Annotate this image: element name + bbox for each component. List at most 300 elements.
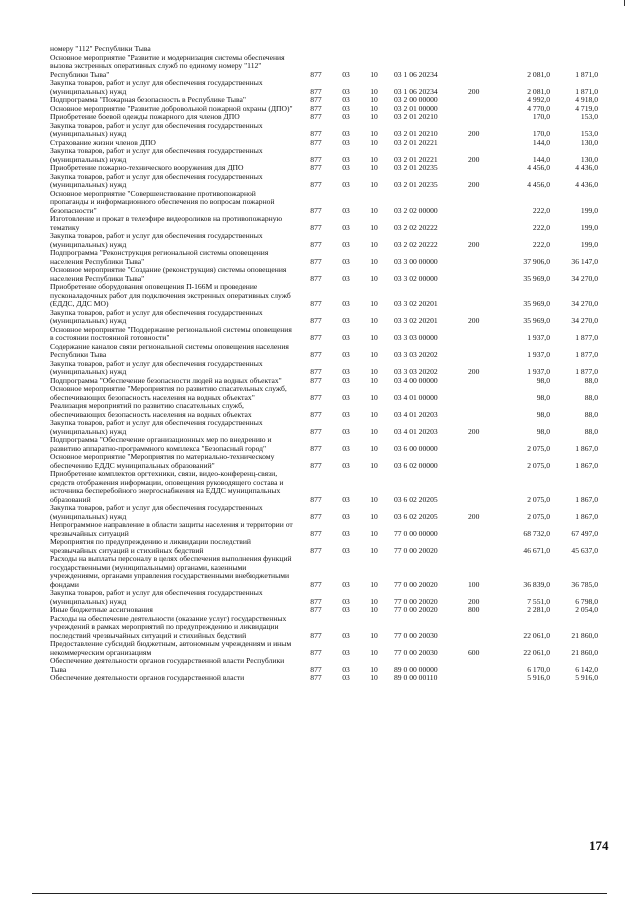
- row-amount-year2: 45 637,0: [571, 545, 598, 555]
- row-expense-type: 200: [468, 511, 480, 521]
- row-name: Закупка товаров, работ и услуг для обеспечения государственных (муниципальных) нужд: [50, 358, 263, 376]
- row-name: Закупка товаров, работ и услуг для обеспечения государственных (муниципальных) нужд: [50, 78, 263, 96]
- row-amount-year2: 88,0: [584, 375, 598, 385]
- row-amount-year2: 67 497,0: [571, 528, 598, 538]
- row-podrazdel: 10: [370, 273, 378, 283]
- row-razdel: 03: [342, 426, 350, 436]
- row-grbs: 877: [310, 545, 322, 555]
- row-amount-year2: 21 860,0: [571, 630, 598, 640]
- row-name: Содержание каналов связи региональной системы оповещения населения Республики Тыва: [50, 341, 289, 359]
- row-amount-year2: 1 877,0: [575, 333, 598, 342]
- row-expense-type: 100: [468, 579, 480, 589]
- row-expense-type: 200: [468, 426, 480, 436]
- row-grbs: 877: [310, 273, 322, 283]
- row-grbs: 877: [310, 95, 322, 104]
- row-amount-year1: 1 937,0: [527, 333, 550, 342]
- row-podrazdel: 10: [370, 103, 378, 113]
- row-target-code: 03 3 03 00000: [394, 333, 438, 342]
- row-podrazdel: 10: [370, 579, 378, 589]
- row-razdel: 03: [342, 528, 350, 538]
- row-grbs: [300, 45, 332, 54]
- row-amount-year1: 170,0: [532, 112, 550, 121]
- row-podrazdel: 10: [370, 129, 378, 138]
- row-amount-year1: 98,0: [536, 375, 550, 385]
- row-amount-year2: 1 867,0: [575, 494, 598, 504]
- row-amount-year2: 21 860,0: [571, 647, 598, 657]
- row-podrazdel: 10: [370, 222, 378, 232]
- row-amount-year1: 222,0: [532, 239, 550, 249]
- row-razdel: 03: [342, 494, 350, 504]
- row-amount-year2: 199,0: [580, 222, 598, 232]
- row-grbs: 877: [310, 460, 322, 470]
- row-grbs: 877: [310, 511, 322, 521]
- row-expense-type: 800: [468, 605, 480, 614]
- row-amount-year2: 1 877,0: [575, 367, 598, 376]
- row-amount-year1: 98,0: [536, 392, 550, 402]
- row-amount-year2: 4 918,0: [575, 95, 598, 104]
- row-grbs: 877: [310, 180, 322, 189]
- row-razdel: 03: [342, 367, 350, 376]
- row-razdel: 03: [342, 205, 350, 215]
- row-grbs: 877: [310, 112, 322, 121]
- row-razdel: 03: [342, 180, 350, 189]
- corner-mark: [624, 0, 625, 6]
- row-razdel: 03: [342, 409, 350, 419]
- row-amount-year1: 68 732,0: [523, 528, 550, 538]
- row-expense-type: [468, 538, 492, 555]
- row-razdel: 03: [342, 163, 350, 172]
- row-target-code: 03 3 02 00000: [394, 273, 438, 283]
- row-grbs: 877: [310, 154, 322, 164]
- row-amount-year1: 35 969,0: [523, 299, 550, 308]
- row-name: Приобретение пожарно-технического вооружения для ДПО: [50, 163, 244, 172]
- row-expense-type: [468, 164, 492, 173]
- row-target-code: 03 4 00 00000: [394, 375, 438, 385]
- table-row: [50, 215, 598, 232]
- row-grbs: 877: [310, 673, 322, 682]
- row-amount-year1: 2 075,0: [527, 460, 550, 470]
- row-amount-year1: 98,0: [536, 409, 550, 419]
- row-amount-year1: 2 075,0: [527, 494, 550, 504]
- row-amount-year2: 199,0: [580, 205, 598, 215]
- row-expense-type: 200: [468, 154, 480, 164]
- table-row: [50, 385, 598, 402]
- row-grbs: 877: [310, 299, 322, 308]
- row-amount-year1: 2 075,0: [527, 443, 550, 453]
- table-row: [50, 79, 598, 96]
- row-amount-year1: 222,0: [532, 222, 550, 232]
- row-amount-year1: 22 061,0: [523, 630, 550, 640]
- row-razdel: 03: [342, 605, 350, 614]
- row-target-code: 77 0 00 20020: [394, 605, 438, 614]
- row-podrazdel: 10: [370, 95, 378, 104]
- row-grbs: 877: [310, 256, 322, 266]
- row-name: Предоставление субсидий бюджетным, автономным учреждениям и иным некоммерческим организациям: [50, 639, 292, 657]
- row-grbs: 877: [310, 103, 322, 113]
- row-grbs: 877: [310, 375, 322, 385]
- row-target-code: 03 3 03 20202: [394, 367, 438, 376]
- row-amount-year2: 153,0: [580, 112, 598, 121]
- row-razdel: 03: [342, 545, 350, 555]
- row-expense-type: [468, 453, 492, 470]
- row-amount-year2: 1 867,0: [575, 511, 598, 521]
- row-amount-year2: 4 719,0: [575, 103, 598, 113]
- row-razdel: 03: [342, 630, 350, 640]
- row-grbs: 877: [310, 222, 322, 232]
- row-amount-year1: 4 456,0: [527, 180, 550, 189]
- row-razdel: 03: [342, 273, 350, 283]
- row-name: Расходы на обеспечение деятельности (оказание услуг) государственных учреждений в рамках мероприятий по предупреждению и ликвидации последствий чрезвычайных ситуаций и стихийных бедствий: [50, 613, 287, 640]
- row-target-code: 03 4 01 20203: [394, 409, 438, 419]
- row-razdel: 03: [342, 299, 350, 308]
- row-amount-year2: 6 798,0: [575, 596, 598, 606]
- row-grbs: 877: [310, 426, 322, 436]
- row-podrazdel: 10: [370, 443, 378, 453]
- row-podrazdel: 10: [370, 605, 378, 614]
- row-grbs: 877: [310, 409, 322, 419]
- row-grbs: 877: [310, 69, 322, 79]
- row-name: Закупка товаров, работ и услуг для обеспечения государственных (муниципальных) нужд: [50, 146, 263, 164]
- row-name: Непрограммное направление в области защиты населения и территории от чрезвычайных ситуаций: [50, 520, 293, 538]
- row-expense-type: [468, 343, 492, 360]
- table-row: [50, 122, 598, 139]
- row-target-code: 03 2 01 20221: [394, 154, 438, 164]
- row-target-code: 03 1 06 20234: [394, 86, 438, 96]
- row-name: Подпрограмма "Обеспечение организационных мер по внедрению и развитию аппаратно-программного комплекса "Безопасный город": [50, 435, 272, 453]
- row-target-code: 03 6 02 20205: [394, 494, 438, 504]
- row-target-code: 03 6 00 00000: [394, 443, 438, 453]
- row-amount-year1: 2 081,0: [527, 69, 550, 79]
- row-razdel: 03: [342, 129, 350, 138]
- row-podrazdel: 10: [370, 69, 378, 79]
- table-row: [50, 266, 598, 283]
- row-amount-year1: 36 839,0: [523, 579, 550, 589]
- page-number: 174: [589, 838, 609, 853]
- row-amount-year2: 1 867,0: [575, 443, 598, 453]
- row-expense-type: [468, 215, 492, 232]
- table-row: [50, 555, 598, 589]
- row-target-code: 03 4 01 20203: [394, 426, 438, 436]
- row-target-code: 03 3 03 20202: [394, 350, 438, 359]
- row-expense-type: [468, 105, 492, 114]
- row-target-code: 03 2 02 20222: [394, 239, 438, 249]
- row-expense-type: [468, 266, 492, 283]
- row-amount-year2: 153,0: [580, 129, 598, 138]
- table-row: [50, 326, 598, 343]
- row-target-code: 03 2 01 00000: [394, 103, 438, 113]
- row-razdel: 03: [342, 596, 350, 606]
- table-row: [50, 589, 598, 606]
- row-target-code: 03 3 02 20201: [394, 299, 438, 308]
- table-row: [50, 640, 598, 657]
- row-amount-year1: 1 937,0: [527, 350, 550, 359]
- row-amount-year1: 98,0: [536, 426, 550, 436]
- row-expense-type: [468, 54, 492, 80]
- row-razdel: 03: [342, 673, 350, 682]
- row-razdel: 03: [342, 103, 350, 113]
- row-name: Иные бюджетные ассигнования: [50, 605, 153, 614]
- row-amount-year2: [550, 45, 598, 54]
- row-amount-year2: 88,0: [584, 426, 598, 436]
- row-grbs: 877: [310, 647, 322, 657]
- table-row: [50, 615, 598, 641]
- row-grbs: 877: [310, 605, 322, 614]
- row-podrazdel: 10: [370, 426, 378, 436]
- row-amount-year1: 35 969,0: [523, 316, 550, 325]
- row-expense-type: [468, 615, 492, 641]
- row-podrazdel: 10: [370, 239, 378, 249]
- row-grbs: 877: [310, 129, 322, 138]
- row-expense-type: 200: [468, 86, 480, 96]
- row-razdel: 03: [342, 460, 350, 470]
- row-amount-year2: 88,0: [584, 392, 598, 402]
- row-podrazdel: 10: [370, 367, 378, 376]
- row-razdel: 03: [342, 154, 350, 164]
- table-row: [50, 249, 598, 266]
- row-name: Приобретение боевой одежды пожарного для членов ДПО: [50, 112, 240, 121]
- table-row: [50, 538, 598, 555]
- row-amount-year2: 1 871,0: [575, 86, 598, 96]
- row-amount-year2: 36 147,0: [571, 256, 598, 266]
- row-razdel: 03: [342, 69, 350, 79]
- row-razdel: 03: [342, 333, 350, 342]
- table-row: [50, 402, 598, 419]
- row-name: Закупка товаров, работ и услуг для обеспечения государственных (муниципальных) нужд: [50, 120, 263, 138]
- row-podrazdel: 10: [370, 647, 378, 657]
- table-row: [50, 309, 598, 326]
- row-razdel: 03: [342, 511, 350, 521]
- row-expense-type: [468, 283, 492, 309]
- row-amount-year1: 2 281,0: [527, 605, 550, 614]
- table-row: [50, 173, 598, 190]
- row-grbs: 877: [310, 333, 322, 342]
- row-amount-year2: 34 270,0: [571, 316, 598, 325]
- row-target-code: 77 0 00 20020: [394, 545, 438, 555]
- row-grbs: 877: [310, 579, 322, 589]
- row-razdel: 03: [342, 256, 350, 266]
- footer-divider: [32, 893, 607, 894]
- row-podrazdel: 10: [370, 409, 378, 419]
- row-target-code: 03 2 02 20222: [394, 222, 438, 232]
- row-target-code: 03 2 01 20210: [394, 112, 438, 121]
- row-podrazdel: 10: [370, 86, 378, 96]
- row-amount-year1: [492, 45, 550, 54]
- row-expense-type: [468, 521, 492, 538]
- row-target-code: 77 0 00 20030: [394, 630, 438, 640]
- table-row: [50, 521, 598, 538]
- table-row: [50, 657, 598, 674]
- row-expense-type: [468, 249, 492, 266]
- row-grbs: 877: [310, 664, 322, 674]
- row-amount-year2: 34 270,0: [571, 299, 598, 308]
- table-body: [50, 45, 598, 683]
- row-amount-year2: 6 142,0: [575, 664, 598, 674]
- row-grbs: 877: [310, 163, 322, 172]
- row-target-code: 03 2 01 20235: [394, 163, 438, 172]
- row-amount-year2: 34 270,0: [571, 273, 598, 283]
- row-razdel: 03: [342, 579, 350, 589]
- row-name: Основное мероприятие "Мероприятия по развитию спасательных служб, обеспечивающих безопасность населения на водных объектах": [50, 384, 287, 402]
- row-target-code: 03 3 02 20201: [394, 316, 438, 325]
- row-amount-year2: 2 054,0: [575, 605, 598, 614]
- row-target-code: 77 0 00 00000: [394, 528, 438, 538]
- row-name: Подпрограмма "Обеспечение безопасности людей на водных объектах": [50, 375, 282, 385]
- row-amount-year1: 1 937,0: [527, 367, 550, 376]
- table-row: [50, 190, 598, 216]
- row-podrazdel: 10: [370, 375, 378, 385]
- row-name: Закупка товаров, работ и услуг для обеспечения государственных (муниципальных) нужд: [50, 503, 263, 521]
- row-expense-type: [468, 470, 492, 504]
- row-expense-type: [468, 402, 492, 419]
- row-grbs: 877: [310, 205, 322, 215]
- row-expense-type: 600: [468, 647, 480, 657]
- budget-table: [50, 45, 598, 683]
- row-podrazdel: 10: [370, 664, 378, 674]
- table-row: [50, 436, 598, 453]
- row-grbs: 877: [310, 350, 322, 359]
- row-target-code: 77 0 00 20020: [394, 596, 438, 606]
- row-amount-year1: 170,0: [532, 129, 550, 138]
- row-amount-year2: 36 785,0: [571, 579, 598, 589]
- row-expense-type: [468, 190, 492, 216]
- row-name: Мероприятия по предупреждению и ликвидации последствий чрезвычайных ситуаций и стихийных бедствий: [50, 537, 251, 555]
- row-podrazdel: 10: [370, 673, 378, 682]
- row-grbs: 877: [310, 528, 322, 538]
- row-target-code: 77 0 00 20020: [394, 579, 438, 589]
- row-amount-year1: 4 456,0: [527, 163, 550, 172]
- row-name: Страхование жизни членов ДПО: [50, 137, 156, 147]
- row-expense-type: [468, 674, 492, 683]
- row-target-code: 03 2 01 20210: [394, 129, 438, 138]
- row-podrazdel: 10: [370, 350, 378, 359]
- row-amount-year1: 2 081,0: [527, 86, 550, 96]
- row-name: Закупка товаров, работ и услуг для обеспечения государственных (муниципальных) нужд: [50, 418, 263, 436]
- row-expense-type: [468, 436, 492, 453]
- table-row: [50, 504, 598, 521]
- row-amount-year1: 4 770,0: [527, 103, 550, 113]
- row-amount-year2: 4 436,0: [575, 163, 598, 172]
- row-razdel: 03: [342, 222, 350, 232]
- row-target-code: 03 6 02 20205: [394, 511, 438, 521]
- row-podrazdel: 10: [370, 154, 378, 164]
- row-podrazdel: 10: [370, 316, 378, 325]
- row-podrazdel: 10: [370, 299, 378, 308]
- row-target-code: 03 2 00 00000: [394, 95, 438, 104]
- row-amount-year1: 6 170,0: [527, 664, 550, 674]
- row-expense-type: [468, 657, 492, 674]
- table-row: [50, 674, 598, 683]
- row-target-code: 03 2 01 20221: [394, 137, 438, 147]
- row-name: Основное мероприятие "Поддержание региональной системы оповещения в состоянии постоянной готовности": [50, 324, 292, 342]
- row-amount-year2: 5 916,0: [575, 673, 598, 682]
- row-target-code: [388, 45, 468, 54]
- table-row: [50, 360, 598, 377]
- row-expense-type: [468, 377, 492, 386]
- row-amount-year2: 88,0: [584, 409, 598, 419]
- table-row: [50, 147, 598, 164]
- table-row: [50, 283, 598, 309]
- row-podrazdel: 10: [370, 511, 378, 521]
- row-podrazdel: 10: [370, 392, 378, 402]
- row-razdel: 03: [342, 239, 350, 249]
- row-name: Основное мероприятие "Развитие и модернизация системы обеспечения вызова экстренных оперативных служб по единому номеру "112" Республики Тыва": [50, 52, 285, 79]
- row-amount-year1: 4 992,0: [527, 95, 550, 104]
- row-name: Обеспечение деятельности органов государственной власти Республики Тыва: [50, 656, 285, 674]
- row-razdel: 03: [342, 647, 350, 657]
- row-expense-type: [468, 45, 492, 54]
- table-row: [50, 453, 598, 470]
- row-name: Изготовление и прокат в телеэфире видеороликов на противопожарную тематику: [50, 214, 283, 232]
- row-expense-type: [468, 326, 492, 343]
- row-expense-type: 200: [468, 367, 480, 376]
- row-amount-year2: 130,0: [580, 137, 598, 147]
- row-podrazdel: 10: [370, 528, 378, 538]
- row-name: Подпрограмма "Реконструкция региональной системы оповещения населения Республики Тыва": [50, 248, 269, 266]
- row-name: номеру "112" Республики Тыва: [50, 44, 151, 53]
- row-razdel: 03: [342, 375, 350, 385]
- row-podrazdel: 10: [370, 180, 378, 189]
- row-name: Основное мероприятие "Создание (реконструкция) системы оповещения населения Республики Тыва": [50, 265, 287, 283]
- row-amount-year2: 4 436,0: [575, 180, 598, 189]
- row-name: Основное мероприятие "Мероприятия по материально-техническому обеспечению ЕДДС муниципальных образований": [50, 452, 275, 470]
- row-amount-year2: 1 871,0: [575, 69, 598, 79]
- row-razdel: 03: [342, 664, 350, 674]
- row-expense-type: [468, 113, 492, 122]
- row-razdel: 03: [342, 86, 350, 96]
- table-row: [50, 343, 598, 360]
- row-amount-year1: 22 061,0: [523, 647, 550, 657]
- row-name: Приобретение оборудования оповещения П-166М и проведение пусконаладочных работ для подключения экстренных оперативных служб (ЕДДС, ДДС МО): [50, 282, 291, 308]
- row-grbs: 877: [310, 392, 322, 402]
- row-expense-type: 200: [468, 180, 480, 189]
- row-podrazdel: 10: [370, 333, 378, 342]
- row-podrazdel: 10: [370, 205, 378, 215]
- table-row: [50, 54, 598, 80]
- row-name: Закупка товаров, работ и услуг для обеспечения государственных (муниципальных) нужд: [50, 171, 263, 189]
- row-amount-year1: 5 916,0: [527, 673, 550, 682]
- row-amount-year1: 222,0: [532, 205, 550, 215]
- row-target-code: 03 1 06 20234: [394, 69, 438, 79]
- row-name: Закупка товаров, работ и услуг для обеспечения государственных (муниципальных) нужд: [50, 588, 263, 606]
- row-razdel: 03: [342, 350, 350, 359]
- table-row: [50, 232, 598, 249]
- row-name: Закупка товаров, работ и услуг для обеспечения государственных (муниципальных) нужд: [50, 231, 263, 249]
- row-grbs: 877: [310, 239, 322, 249]
- row-grbs: 877: [310, 443, 322, 453]
- row-target-code: 03 4 01 00000: [394, 392, 438, 402]
- row-amount-year2: 199,0: [580, 239, 598, 249]
- row-razdel: 03: [342, 112, 350, 121]
- row-expense-type: [468, 96, 492, 105]
- row-name: Реализация мероприятий по развитию спасательных служб, обеспечивающих безопасность населения на водных объектах: [50, 401, 252, 419]
- row-podrazdel: 10: [370, 112, 378, 121]
- row-expense-type: [468, 385, 492, 402]
- row-grbs: 877: [310, 367, 322, 376]
- row-podrazdel: 10: [370, 596, 378, 606]
- row-razdel: 03: [342, 95, 350, 104]
- row-amount-year1: 144,0: [532, 154, 550, 164]
- row-target-code: 03 2 01 20235: [394, 180, 438, 189]
- row-expense-type: 200: [468, 239, 480, 249]
- row-name: Подпрограмма "Пожарная безопасность в Республике Тыва": [50, 95, 246, 104]
- row-podrazdel: 10: [370, 163, 378, 172]
- row-amount-year1: 2 075,0: [527, 511, 550, 521]
- row-grbs: 877: [310, 86, 322, 96]
- row-amount-year1: 144,0: [532, 137, 550, 147]
- row-target-code: 03 2 02 00000: [394, 205, 438, 215]
- row-grbs: 877: [310, 316, 322, 325]
- row-amount-year2: 1 877,0: [575, 350, 598, 359]
